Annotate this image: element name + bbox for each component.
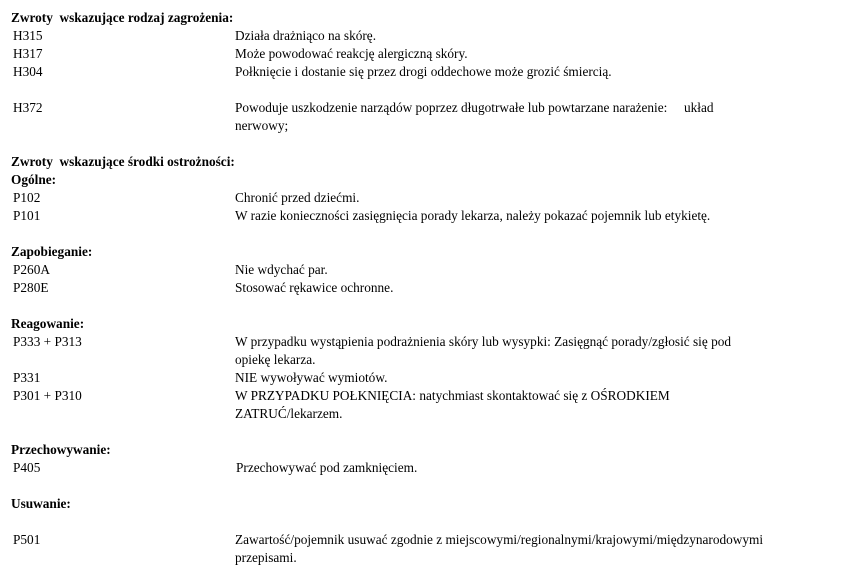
statement-code: H315 [13,28,43,43]
spacer [11,477,841,495]
statement-row-p101 [11,207,841,225]
statement-text: Połknięcie i dostanie się przez drogi oddechowe może grozić śmiercią. [235,64,612,79]
spacer [11,423,841,441]
statement-row-h372 [11,99,841,135]
statement-text: Stosować rękawice ochronne. [235,280,394,295]
disposal-section-heading: Usuwanie: [11,496,71,511]
statement-text: NIE wywoływać wymiotów. [235,370,388,385]
prevention-section-heading: Zapobieganie: [11,244,93,259]
statement-code: P102 [13,190,41,205]
response-section-heading: Reagowanie: [11,316,85,331]
spacer [11,225,841,243]
statement-code: P333 + P313 [13,334,82,349]
hazard-statements-heading: Zwroty wskazujące rodzaj zagrożenia: [11,10,234,25]
spacer [11,513,841,531]
statement-text: Zawartość/pojemnik usuwać zgodnie z miejscowymi/regionalnymi/krajowymi/międzynarodowymi przepisami. [235,532,764,565]
statement-row-h315 [11,27,841,45]
statement-text: W razie konieczności zasięgnięcia porady lekarza, należy pokazać pojemnik lub etykietę. [235,208,711,223]
statement-code: P260A [13,262,50,277]
spacer [11,135,841,153]
statement-code: H317 [13,46,43,61]
statement-row-p333-p313 [11,333,841,369]
statement-code: P101 [13,208,41,223]
statement-row-p102 [11,189,841,207]
precautionary-statements-heading: Zwroty wskazujące środki ostrożności: [11,154,235,169]
spacer [11,297,841,315]
statement-row-p260a [11,261,841,279]
statement-code: H304 [13,64,43,79]
statement-text: Powoduje uszkodzenie narządów poprzez długotrwałe lub powtarzane narażenie: układ nerwowy; [235,100,714,133]
statement-code: P331 [13,370,41,385]
statement-text: Chronić przed dziećmi. [235,190,360,205]
statement-text: W PRZYPADKU POŁKNIĘCIA: natychmiast skontaktować się z OŚRODKIEM ZATRUĆ/lekarzem. [235,388,670,421]
statement-text: Przechowywać pod zamknięciem. [236,460,418,475]
general-section-heading: Ogólne: [11,172,57,187]
statement-row-p280e [11,279,841,297]
statement-code: P405 [13,460,41,475]
statement-code: H372 [13,100,43,115]
statement-row-p301-p310 [11,387,841,423]
storage-section-heading: Przechowywanie: [11,442,111,457]
statement-code: P301 + P310 [13,388,82,403]
statement-text: W przypadku wystąpienia podrażnienia skóry lub wysypki: Zasięgnąć porady/zgłosić się pod opiekę lekarza. [235,334,732,367]
statement-text: Nie wdychać par. [235,262,328,277]
statement-code: P280E [13,280,49,295]
statement-row-h317 [11,45,841,63]
statement-code: P501 [13,532,41,547]
statement-row-p405 [11,459,841,477]
statement-row-h304 [11,63,841,81]
spacer [11,81,841,99]
statement-text: Działa drażniąco na skórę. [235,28,377,43]
statement-text: Może powodować reakcję alergiczną skóry. [235,46,468,61]
statement-row-p331 [11,369,841,387]
statement-row-p501 [11,531,841,567]
safety-statements-document [11,9,841,567]
